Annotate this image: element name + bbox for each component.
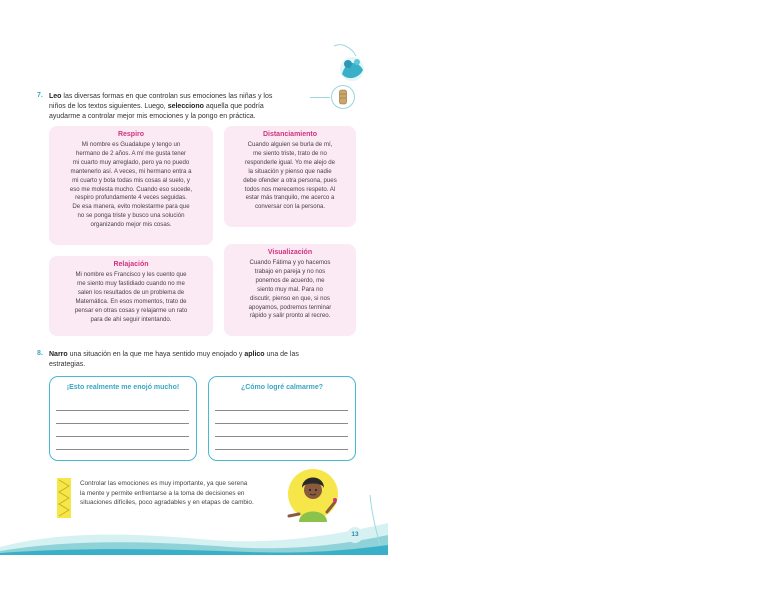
question-7-line-2 bbox=[49, 102, 339, 112]
card-distanciamiento bbox=[224, 126, 356, 227]
distanciamiento-line: conversar con la persona. bbox=[254, 203, 326, 211]
q7-text-3: aquella que podría bbox=[203, 103, 264, 110]
respiro-line: De esa manera, evito molestarme para que bbox=[72, 203, 190, 211]
question-7-text bbox=[49, 92, 339, 122]
relajacion-line: Matemática. En esos momentos, trato de bbox=[75, 297, 187, 305]
card-relajacion bbox=[49, 256, 213, 336]
writing-box-calm[interactable] bbox=[208, 376, 356, 461]
emotions-badge-icon bbox=[330, 40, 370, 85]
q7-text-2: niños de los textos siguientes. Luego, bbox=[49, 103, 168, 110]
q8-verb-aplico: aplico bbox=[244, 351, 265, 358]
writing-line[interactable] bbox=[215, 449, 348, 450]
respiro-line: Mi nombre es Guadalupe y tengo un bbox=[81, 141, 181, 148]
respiro-line: eso me molesta mucho. Cuando eso sucede, bbox=[69, 185, 193, 193]
relajacion-line: salen los resultados de un problema de bbox=[77, 288, 185, 296]
writing-box-calm-title: ¿Cómo logré calmarme? bbox=[240, 384, 324, 391]
respiro-line: hermano de 2 años. A mí me gusta tener bbox=[75, 149, 187, 157]
card-visualizacion-body bbox=[230, 259, 350, 321]
q7-verb-leo: Leo bbox=[49, 93, 62, 100]
q7-text-1: las diversas formas en que controlan sus emociones las niñas y los bbox=[61, 93, 273, 100]
writing-line[interactable] bbox=[56, 449, 189, 450]
workbook-page bbox=[0, 0, 388, 555]
visualizacion-line: siento muy mal. Para no bbox=[257, 285, 323, 293]
respiro-line: no se ponga triste y busco una solución bbox=[77, 212, 185, 220]
respiro-line: respiro profundamente 4 veces seguidas. bbox=[75, 194, 187, 202]
page-number: 13 bbox=[347, 527, 363, 543]
writing-box-anger[interactable] bbox=[49, 376, 197, 461]
q8-text-3: estrategias. bbox=[49, 361, 86, 368]
distanciamiento-line: responderle igual. Yo me alejo de bbox=[244, 158, 336, 166]
card-respiro-body bbox=[55, 141, 207, 230]
question-8-line-2 bbox=[49, 360, 359, 370]
card-distanciamiento-title: Distanciamiento bbox=[262, 131, 318, 138]
question-7-line-1 bbox=[49, 92, 339, 102]
visualizacion-line: ponemos de acuerdo, me bbox=[255, 276, 325, 284]
writing-line[interactable] bbox=[56, 436, 189, 437]
distanciamiento-line: Cuando alguien se burla de mí, bbox=[247, 141, 333, 148]
distanciamiento-line: me siento triste, trato de no bbox=[253, 149, 327, 157]
relajacion-line: para de ahí seguir intentando. bbox=[90, 315, 172, 323]
relajacion-line: me siento muy fastidiado cuando no me bbox=[77, 279, 185, 287]
writing-line[interactable] bbox=[215, 436, 348, 437]
card-respiro bbox=[49, 126, 213, 245]
distanciamiento-line: debe ofender a otra persona, pues bbox=[243, 176, 337, 184]
question-7-number: 7. bbox=[37, 92, 43, 99]
question-8-text bbox=[49, 350, 359, 370]
q7-text-4: ayudarme a controlar mejor mis emociones y la pongo en práctica. bbox=[49, 113, 256, 120]
writing-line[interactable] bbox=[56, 410, 189, 411]
question-8-line-1 bbox=[49, 350, 359, 360]
card-respiro-title: Respiro bbox=[117, 131, 145, 138]
distanciamiento-line: estar más tranquilo, me acerco a bbox=[245, 194, 335, 202]
q7-verb-selecciono: selecciono bbox=[167, 103, 204, 110]
card-relajacion-body bbox=[55, 271, 207, 324]
distanciamiento-line: la situación y pienso que nadie bbox=[248, 167, 332, 175]
card-visualizacion bbox=[224, 244, 356, 336]
tip-line: Controlar las emociones es muy importante, ya que serena bbox=[80, 480, 248, 487]
q8-text-1: una situación en la que me haya sentido muy enojado y bbox=[67, 351, 245, 358]
visualizacion-line: rápido y salir pronto al recreo. bbox=[249, 312, 331, 320]
tip-line: la mente y permite enfrentarse a la toma de decisiones en bbox=[80, 489, 245, 497]
q8-verb-narro: Narro bbox=[49, 351, 68, 358]
question-7-line-3 bbox=[49, 112, 339, 122]
respiro-line: mi cuarto muy arreglado, pero ya no puedo bbox=[72, 158, 190, 166]
writing-box-anger-title: ¡Esto realmente me enojó mucho! bbox=[66, 384, 180, 391]
visualizacion-line: apoyamos, podremos terminar bbox=[248, 303, 332, 311]
respiro-line: mantenerlo así. A veces, mi hermano entra a bbox=[70, 167, 192, 175]
visualizacion-line: Cuando Fátima y yo hacemos bbox=[249, 259, 331, 266]
relajacion-line: Mi nombre es Francisco y les cuento que bbox=[75, 271, 187, 278]
wave-decoration-icon bbox=[0, 495, 388, 555]
tip-line: situaciones difíciles, poco agradables y en etapas de cambio. bbox=[80, 499, 254, 506]
q8-text-2: una de las bbox=[264, 351, 299, 358]
writing-line[interactable] bbox=[215, 410, 348, 411]
visualizacion-line: trabajo en pareja y no nos bbox=[254, 267, 326, 275]
card-distanciamiento-body bbox=[230, 141, 350, 212]
respiro-line: mi cuarto y bota todas mis cosas al suelo, y bbox=[72, 176, 190, 184]
question-8-number: 8. bbox=[37, 350, 43, 357]
card-relajacion-title: Relajación bbox=[113, 261, 149, 268]
card-visualizacion-title: Visualización bbox=[267, 249, 313, 256]
writing-line[interactable] bbox=[56, 423, 189, 424]
relajacion-line: pensar en otras cosas y relajarme un rato bbox=[74, 306, 188, 314]
writing-line[interactable] bbox=[215, 423, 348, 424]
visualizacion-line: discutir, pienso en que, si nos bbox=[250, 294, 330, 302]
distanciamiento-line: todos nos merecemos respeto. Al bbox=[244, 185, 336, 193]
respiro-line: organizando mejor mis cosas. bbox=[90, 221, 172, 229]
